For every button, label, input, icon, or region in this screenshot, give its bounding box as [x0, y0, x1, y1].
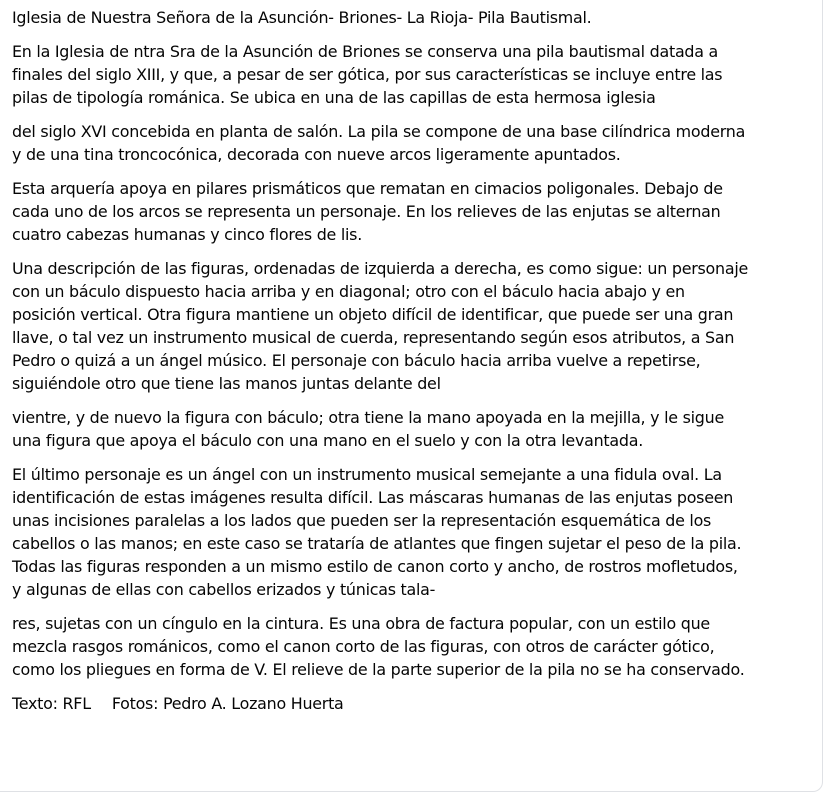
paragraph-line: Todas las figuras responden a un mismo estilo de canon corto y ancho, de rostros mofletudos, [12, 557, 738, 576]
paragraph-line: con un báculo dispuesto hacia arriba y en diagonal; otro con el báculo hacia abajo y en [12, 282, 685, 301]
paragraph-line: El último personaje es un ángel con un instrumento musical semejante a una fidula oval. La [12, 465, 722, 484]
paragraph-line: y de una tina troncocónica, decorada con nueve arcos ligeramente apuntados. [12, 145, 621, 164]
paragraph-line: finales del siglo XIII, y que, a pesar de ser gótica, por sus características se incluye entre las [12, 65, 723, 84]
post-credits [12, 692, 820, 715]
paragraph-line: identificación de estas imágenes resulta difícil. Las máscaras humanas de las enjutas poseen [12, 488, 734, 507]
paragraph-line: posición vertical. Otra figura mantiene un objeto difícil de identificar, que puede ser una gran [12, 305, 734, 324]
paragraph-line: Una descripción de las figuras, ordenadas de izquierda a derecha, es como sigue: un personaje [12, 259, 749, 278]
title-text: Iglesia de Nuestra Señora de la Asunción- Briones- La Rioja- Pila Bautismal. [12, 8, 592, 27]
paragraph [12, 612, 820, 681]
paragraph-line: cabellos o las manos; en este caso se trataría de atlantes que fingen sujetar el peso de la pila. [12, 534, 742, 553]
paragraph-line: llave, o tal vez un instrumento musical de cuerda, representando según esos atributos, a San [12, 328, 735, 347]
paragraph-line: del siglo XVI concebida en planta de salón. La pila se compone de una base cilíndrica moderna [12, 122, 746, 141]
paragraph-line: como los pliegues en forma de V. El relieve de la parte superior de la pila no se ha conservado. [12, 660, 745, 679]
paragraph-line: siguiéndole otro que tiene las manos juntas delante del [12, 374, 441, 393]
paragraph-line: una figura que apoya el báculo con una mano en el suelo y con la otra levantada. [12, 431, 644, 450]
paragraph-line: cuatro cabezas humanas y cinco flores de lis. [12, 225, 363, 244]
paragraph [12, 257, 820, 395]
post-body [12, 6, 820, 715]
paragraph-line: Esta arquería apoya en pilares prismáticos que rematan en cimacios poligonales. Debajo de [12, 179, 723, 198]
text-credit: Texto: RFL [12, 694, 91, 713]
paragraph-line: unas incisiones paralelas a los lados que pueden ser la representación esquemática de los [12, 511, 712, 530]
paragraph [12, 40, 820, 109]
paragraph-line: cada uno de los arcos se representa un personaje. En los relieves de las enjutas se alternan [12, 202, 721, 221]
paragraph-line: res, sujetas con un cíngulo en la cintura. Es una obra de factura popular, con un estilo que [12, 614, 710, 633]
paragraph-line: pilas de tipología románica. Se ubica en una de las capillas de esta hermosa iglesia [12, 88, 656, 107]
paragraph-line: En la Iglesia de ntra Sra de la Asunción de Briones se conserva una pila bautismal datada a [12, 42, 719, 61]
paragraph-list [12, 40, 820, 681]
paragraph [12, 177, 820, 246]
paragraph-line: vientre, y de nuevo la figura con báculo; otra tiene la mano apoyada en la mejilla, y le sigue [12, 408, 724, 427]
paragraph-line: Pedro o quizá a un ángel músico. El personaje con báculo hacia arriba vuelve a repetirse, [12, 351, 701, 370]
paragraph-line: y algunas de ellas con cabellos erizados y túnicas tala- [12, 580, 436, 599]
paragraph [12, 463, 820, 601]
photo-credit: Fotos: Pedro A. Lozano Huerta [111, 694, 344, 713]
post-title [12, 6, 820, 29]
paragraph [12, 120, 820, 166]
paragraph [12, 406, 820, 452]
paragraph-line: mezcla rasgos románicos, como el canon corto de las figuras, con otros de carácter gótico, [12, 637, 715, 656]
